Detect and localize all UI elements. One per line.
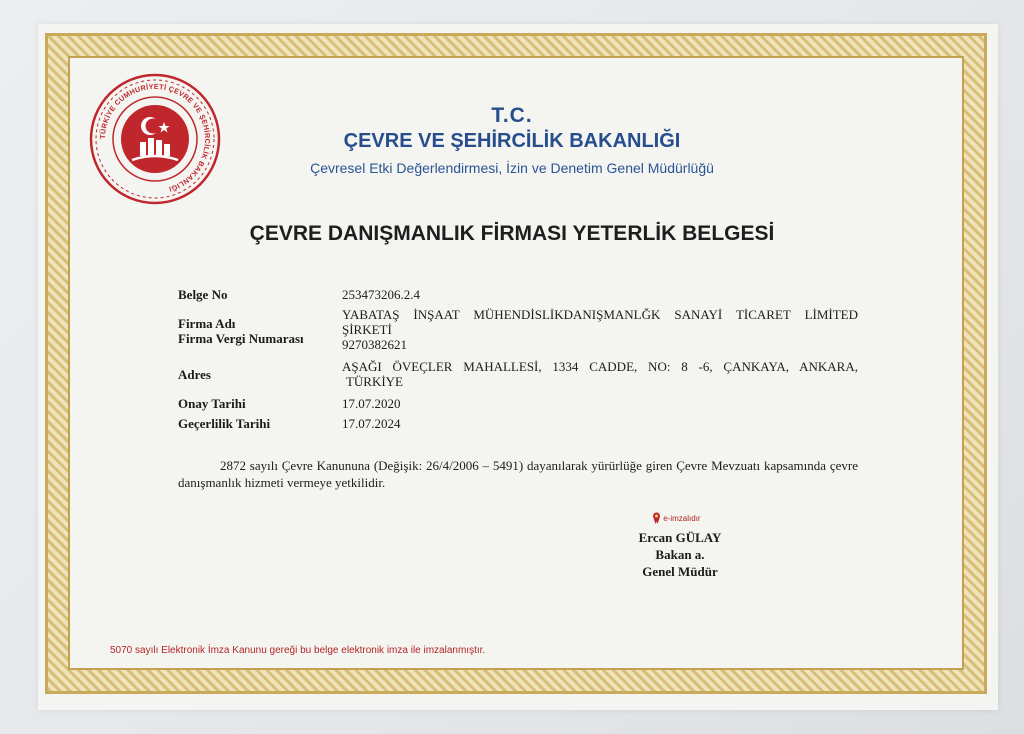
ministry-name: ÇEVRE VE ŞEHİRCİLİK BAKANLIĞI [343, 130, 681, 152]
tc-heading: T.C. [491, 104, 533, 127]
legal-footer: 5070 sayılı Elektronik İmza Kanunu gereği bu belge elektronik imza ile imzalanmıştır. [110, 645, 486, 656]
authorization-statement: 2872 sayılı Çevre Kanununa (Değişik: 26/4/2006 – 5491) dayanılarak yürürlüğe giren Çevre Mevzuatı kapsamında çevre danışmanlık hizmeti vermeye yetkilidir. [178, 458, 858, 490]
esign-badge [652, 512, 701, 524]
certificate-title: ÇEVRE DANIŞMANLIK FİRMASI YETERLİK BELGESİ [249, 222, 775, 245]
signatory-name: Ercan GÜLAY [638, 530, 722, 545]
onay-tarihi-value: 17.07.2020 [342, 396, 401, 411]
ribbon-icon [652, 512, 661, 524]
vergi-no-value: 9270382621 [342, 337, 407, 352]
seal-text: TÜRKİYE CUMHURİYETİ ÇEVRE VE ŞEHİRCİLİK BAKANLIĞI [97, 81, 213, 194]
onay-tarihi-label: Onay Tarihi [178, 396, 246, 411]
belge-no-value: 253473206.2.4 [342, 287, 420, 302]
firma-adi-label: Firma Adı [178, 316, 236, 331]
esign-label: e-imzalıdır [663, 514, 701, 523]
adres-label: Adres [178, 367, 211, 382]
signatory-title2: Genel Müdür [642, 564, 718, 579]
belge-no-label: Belge No [178, 287, 228, 302]
gecerlilik-tarihi-value: 17.07.2024 [342, 416, 401, 431]
firma-adi-value-line2: ŞİRKETİ [342, 322, 392, 337]
department-name: Çevresel Etki Değerlendirmesi, İzin ve Denetim Genel Müdürlüğü [310, 160, 714, 176]
vergi-no-label: Firma Vergi Numarası [178, 331, 304, 346]
gecerlilik-tarihi-label: Geçerlilik Tarihi [178, 416, 271, 431]
adres-value-line1: AŞAĞI ÖVEÇLER MAHALLESİ, 1334 CADDE, NO: 8 -6, ÇANKAYA, ANKARA, [342, 359, 858, 374]
firma-adi-value-line1: YABATAŞ İNŞAAT MÜHENDİSLİKDANIŞMANLĞK SANAYİ TİCARET LİMİTED [342, 307, 858, 322]
signatory-title1: Bakan a. [655, 547, 705, 562]
adres-value-line2: TÜRKİYE [345, 374, 403, 389]
